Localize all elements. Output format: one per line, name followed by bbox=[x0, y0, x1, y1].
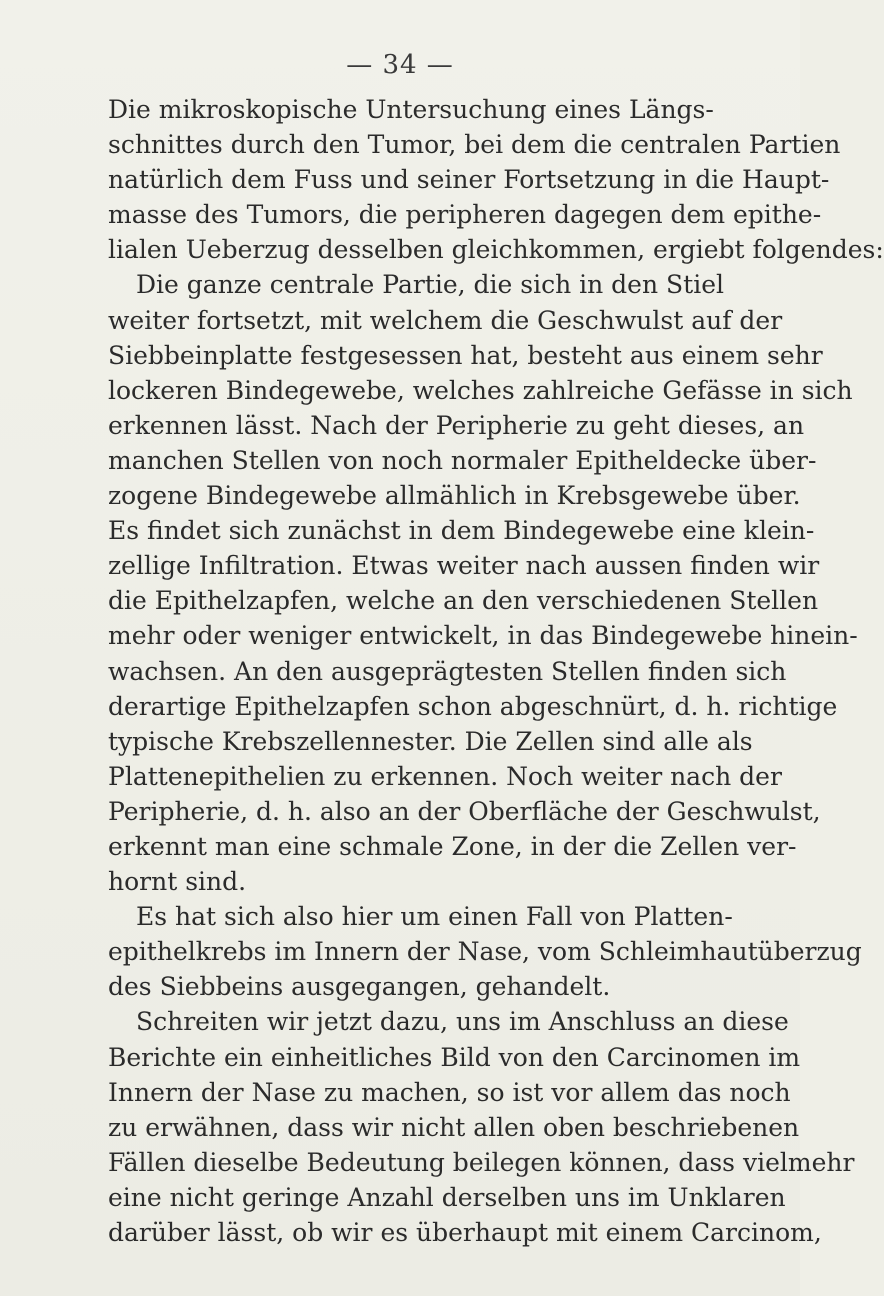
text-line: lockeren Bindegewebe, welches zahlreiche Gefässe in sich bbox=[108, 375, 853, 405]
text-line: darüber lässt, ob wir es überhaupt mit einem Carcinom, bbox=[108, 1218, 822, 1247]
text-line: Es findet sich zunächst in dem Bindegewebe eine klein- bbox=[108, 516, 815, 546]
text-line: Siebbeinplatte festgesessen hat, besteht aus einem sehr bbox=[108, 340, 823, 370]
text-line: epithelkrebs im Innern der Nase, vom Schleimhautüberzug bbox=[108, 937, 862, 967]
text-line: des Siebbeins ausgegangen, gehandelt. bbox=[108, 972, 611, 1002]
text-line: Plattenepithelien zu erkennen. Noch weiter nach der bbox=[108, 761, 782, 791]
text-line: manchen Stellen von noch normaler Epitheldecke über- bbox=[108, 445, 817, 475]
text-line: mehr oder weniger entwickelt, in das Bindegewebe hinein- bbox=[108, 621, 858, 651]
text-line: eine nicht geringe Anzahl derselben uns im Unklaren bbox=[108, 1182, 786, 1212]
text-line: erkennen lässt. Nach der Peripherie zu geht dieses, an bbox=[108, 410, 805, 440]
text-line: natürlich dem Fuss und seiner Fortsetzung in die Haupt- bbox=[108, 165, 830, 195]
text-line: Es hat sich also hier um einen Fall von Platten- bbox=[136, 902, 733, 932]
text-line: zu erwähnen, dass wir nicht allen oben beschriebenen bbox=[108, 1112, 800, 1142]
text-line: Die ganze centrale Partie, die sich in den Stiel bbox=[136, 270, 724, 300]
text-line: derartige Epithelzapfen schon abgeschnürt, d. h. richtige bbox=[108, 691, 838, 721]
text-line: schnittes durch den Tumor, bei dem die centralen Partien bbox=[108, 130, 841, 160]
page-number: — 34 — bbox=[346, 50, 454, 80]
text-line: weiter fortsetzt, mit welchem die Geschwulst auf der bbox=[108, 305, 783, 335]
text-line: masse des Tumors, die peripheren dagegen dem epithe- bbox=[108, 200, 822, 230]
text-line: Die mikroskopische Untersuchung eines Längs- bbox=[108, 95, 714, 124]
text-line: lialen Ueberzug desselben gleichkommen, ergiebt folgendes: bbox=[108, 235, 884, 265]
text-line: Peripherie, d. h. also an der Oberfläche der Geschwulst, bbox=[108, 796, 821, 826]
text-line: zellige Infiltration. Etwas weiter nach aussen finden wir bbox=[108, 551, 820, 581]
text-line: die Epithelzapfen, welche an den verschiedenen Stellen bbox=[108, 586, 819, 616]
text-line: erkennt man eine schmale Zone, in der die Zellen ver- bbox=[108, 831, 797, 861]
text-line: zogene Bindegewebe allmählich in Krebsgewebe über. bbox=[108, 481, 801, 511]
text-line: Fällen dieselbe Bedeutung beilegen können, dass vielmehr bbox=[108, 1147, 855, 1177]
text-line: Berichte ein einheitliches Bild von den Carcinomen im bbox=[108, 1042, 801, 1072]
text-line: typische Krebszellennester. Die Zellen sind alle als bbox=[108, 726, 753, 756]
text-line: wachsen. An den ausgeprägtesten Stellen finden sich bbox=[108, 656, 787, 686]
text-line: Schreiten wir jetzt dazu, uns im Anschluss an diese bbox=[136, 1007, 789, 1037]
text-line: hornt sind. bbox=[108, 867, 247, 897]
page-body-text bbox=[108, 92, 884, 1250]
text-line: Innern der Nase zu machen, so ist vor allem das noch bbox=[108, 1077, 791, 1107]
